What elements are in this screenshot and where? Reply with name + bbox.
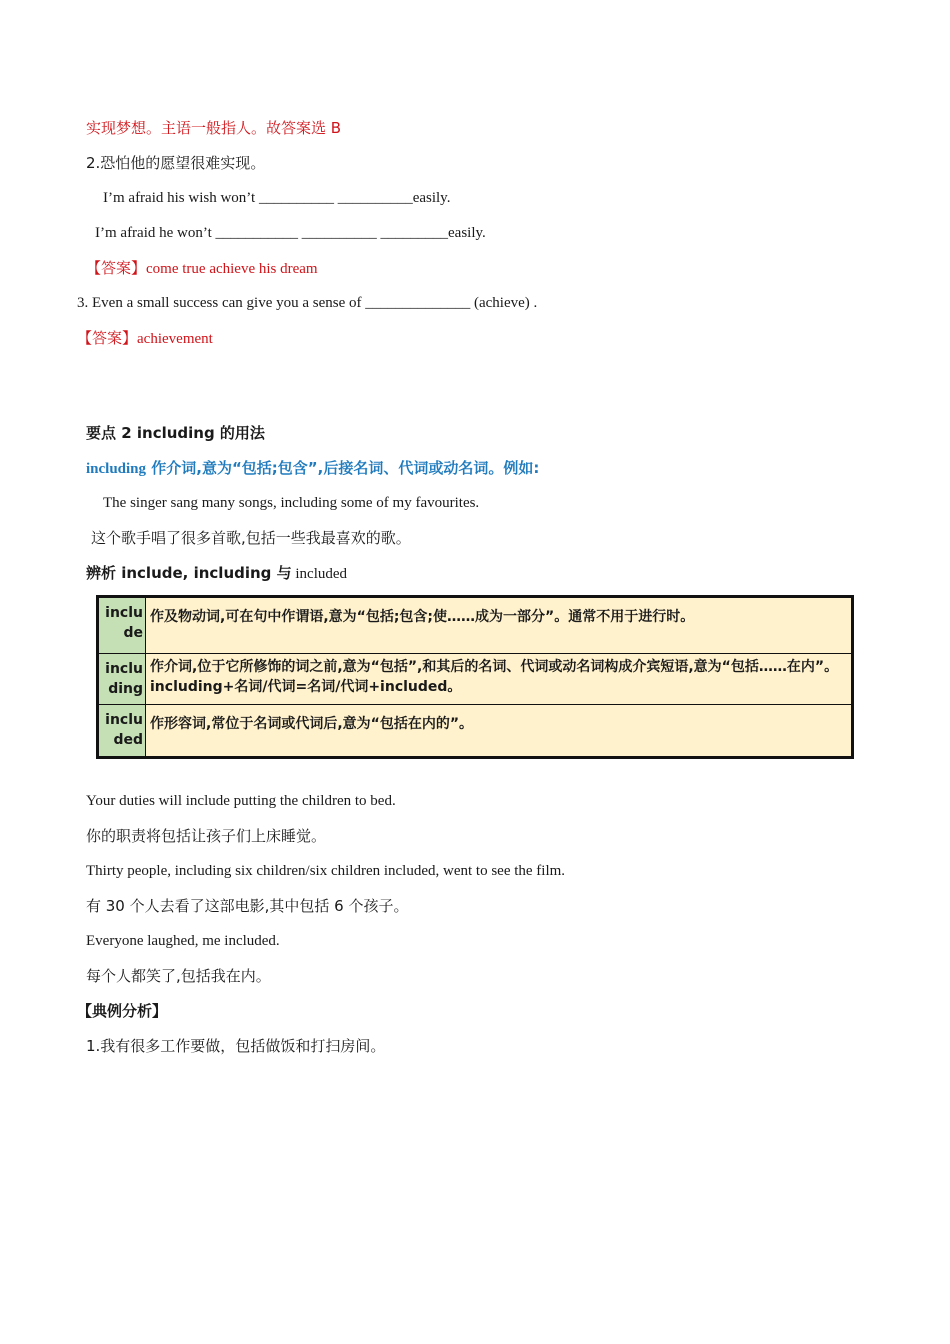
- example-2-en: Thirty people, including six children/six children included, went to see the film.: [86, 863, 566, 879]
- section-definition: [86, 458, 539, 479]
- question-2-prompt: 2.恐怕他的愿望很难实现。: [86, 154, 266, 172]
- definition-text: 作介词,意为“包括;包含”,后接名词、代词或动名词。例如:: [146, 459, 540, 477]
- answer-text: come true achieve his dream: [146, 261, 318, 277]
- table-row: [98, 654, 853, 705]
- compare-heading: [86, 563, 347, 584]
- example-3-en: Everyone laughed, me included.: [86, 933, 280, 949]
- table-desc-cell: 作及物动词,可在句中作谓语,意为“包括;包含;使……成为一部分”。通常不用于进行时。: [146, 597, 853, 654]
- answer-text: achievement: [137, 331, 213, 347]
- table-row: [98, 597, 853, 654]
- question-2-sentence-2: I’m afraid he won’t ___________ __________ _________easily.: [95, 225, 486, 241]
- answer-label: 【答案】: [77, 329, 138, 347]
- question-3-sentence: 3. Even a small success can give you a sense of ______________ (achieve) .: [77, 295, 538, 311]
- comparison-table: [96, 595, 854, 759]
- table-word-cell: including: [98, 654, 146, 705]
- example-sentence-cn: 这个歌手唱了很多首歌,包括一些我最喜欢的歌。: [91, 529, 411, 547]
- compare-tail: included: [291, 566, 348, 582]
- question-2-answer: [86, 258, 318, 279]
- analysis-question-1: 1.我有很多工作要做，包括做饭和打扫房间。: [86, 1037, 386, 1055]
- table-word-cell: included: [98, 705, 146, 758]
- example-2-cn: 有 30 个人去看了这部电影,其中包括 6 个孩子。: [86, 897, 409, 915]
- question-2-sentence-1: I’m afraid his wish won’t __________ __________easily.: [103, 190, 451, 206]
- example-3-cn: 每个人都笑了,包括我在内。: [86, 967, 271, 985]
- example-1-en: Your duties will include putting the children to bed.: [86, 793, 396, 809]
- question-3-answer: [77, 328, 213, 349]
- answer-explanation-line: 实现梦想。主语一般指人。故答案选 B: [86, 119, 342, 137]
- table-desc-cell: 作形容词,常位于名词或代词后,意为“包括在内的”。: [146, 705, 853, 758]
- example-1-cn: 你的职责将包括让孩子们上床睡觉。: [86, 827, 327, 845]
- section-title: 要点 2 including 的用法: [86, 424, 265, 442]
- analysis-heading: 【典例分析】: [77, 1002, 168, 1020]
- compare-label: 辨析 include, including 与: [86, 564, 292, 582]
- table-word-cell: include: [98, 597, 146, 654]
- answer-label: 【答案】: [86, 259, 147, 277]
- table-desc-cell: 作介词,位于它所修饰的词之前,意为“包括”,和其后的名词、代词或动名词构成介宾短语,意为“包括……在内”。including+名词/代词=名词/代词+included。: [146, 654, 853, 705]
- definition-keyword: including: [86, 461, 147, 477]
- example-sentence-en: The singer sang many songs, including some of my favourites.: [103, 495, 480, 511]
- table-row: [98, 705, 853, 758]
